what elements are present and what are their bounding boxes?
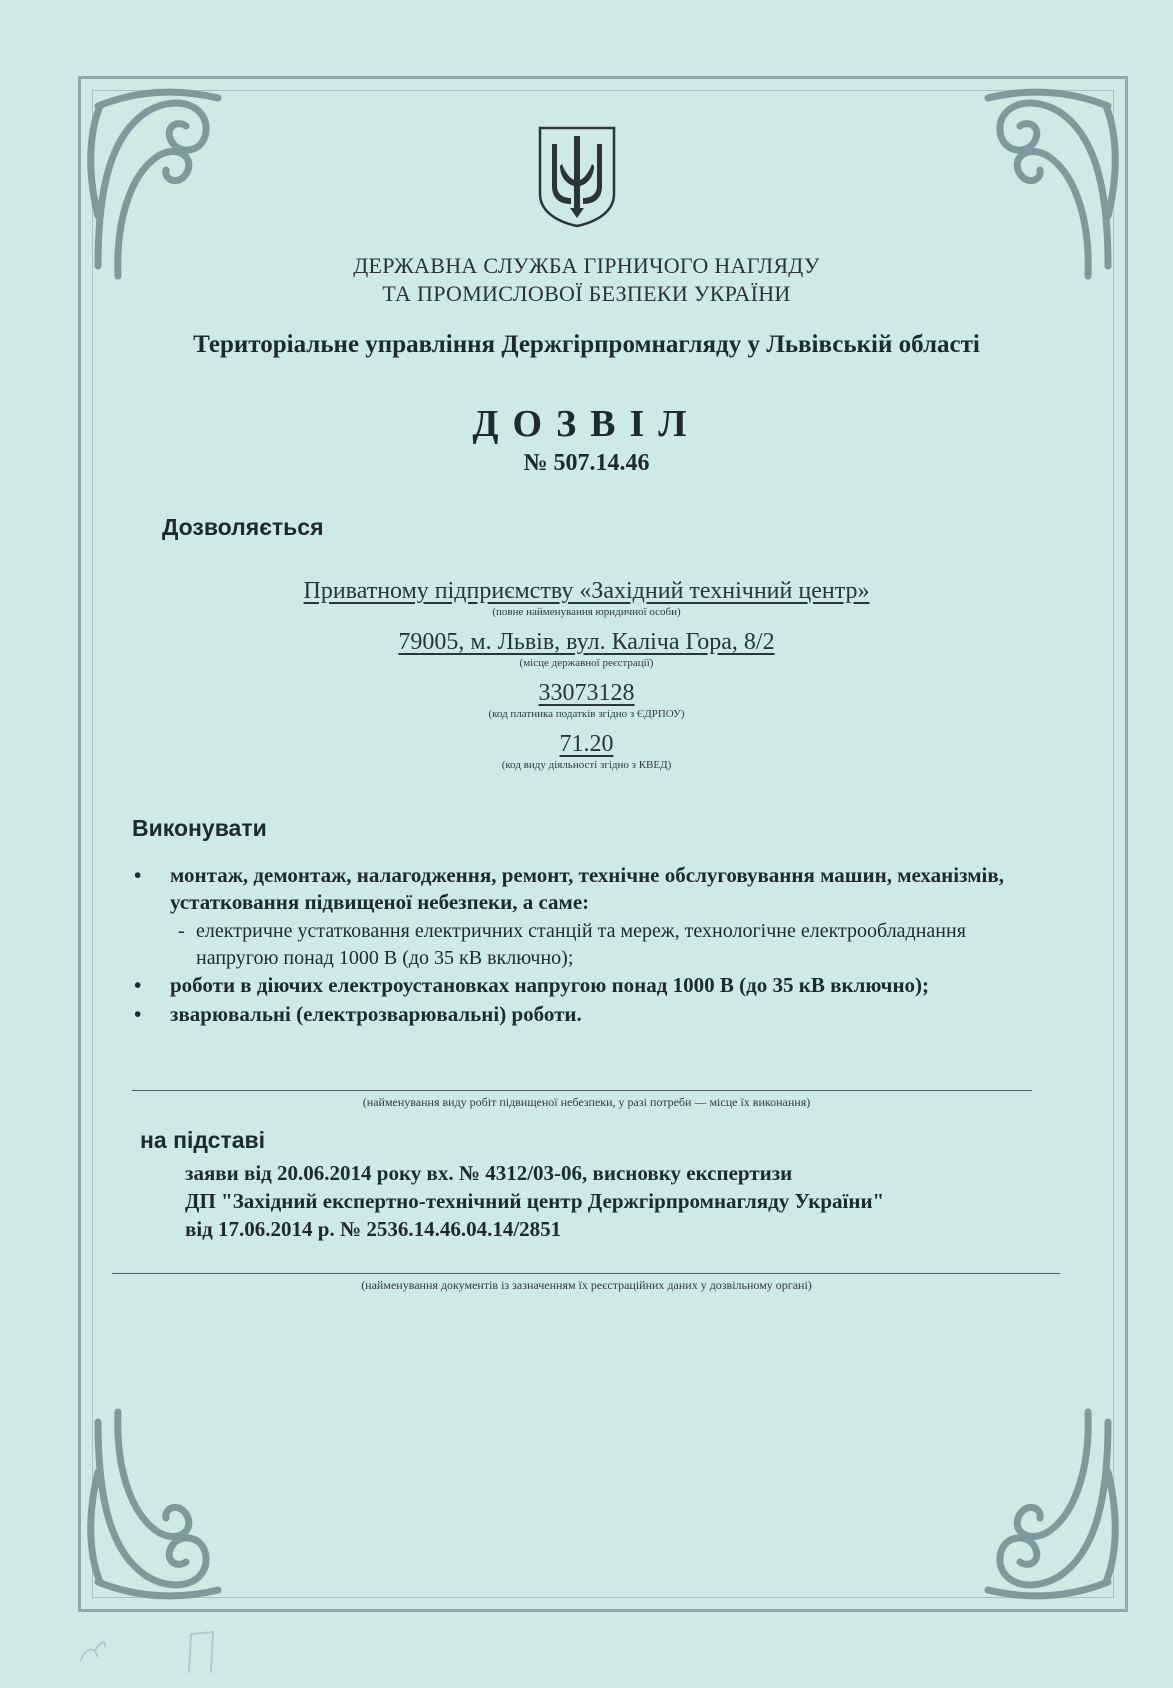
entity-name-field: [0, 578, 1173, 618]
works-caption: (найменування виду робіт підвищеної небезпеки, у разі потреби — місце їх виконання): [362, 1095, 811, 1109]
kved-caption: (код виду діяльності згідно з КВЕД): [501, 759, 672, 771]
handwritten-mark: [75, 1620, 245, 1680]
list-item: [130, 1001, 1050, 1028]
edrpou-field: [0, 680, 1173, 720]
allowed-heading: Дозволяється: [162, 514, 324, 540]
kved-code: 71.20: [559, 731, 614, 757]
basis-heading: на підставі: [140, 1127, 266, 1153]
divider: [112, 1273, 1060, 1274]
perform-heading: Виконувати: [132, 815, 267, 841]
work-item-text: монтаж, демонтаж, налагодження, ремонт, технічне обслуговування машин, механізмів, устатковання підвищеної небезпеки, а саме:: [170, 863, 1004, 914]
corner-ornament-icon: [78, 1402, 228, 1612]
kved-field: [0, 731, 1173, 771]
edrpou-caption: (код платника податків згідно з ЄДРПОУ): [488, 708, 685, 720]
edrpou-code: 33073128: [538, 680, 635, 706]
basis-caption: (найменування документів із зазначенням їх реєстраційних даних у дозвільному органі): [361, 1278, 812, 1292]
divider: [132, 1090, 1032, 1091]
list-item: [130, 972, 1050, 999]
registration-address: 79005, м. Львів, вул. Каліча Гора, 8/2: [398, 629, 775, 655]
trident-coat-of-arms-icon: [536, 124, 618, 228]
entity-name-caption: (повне найменування юридичної особи): [492, 606, 681, 618]
list-item: [130, 862, 1050, 916]
bullet-icon: •: [134, 1002, 142, 1026]
basis-line-3: від 17.06.2014 р. № 2536.14.46.04.14/2851: [185, 1217, 562, 1241]
list-subitem: [130, 918, 1050, 972]
basis-text: [185, 1159, 884, 1243]
work-subitem-text: електричне устатковання електричних станцій та мереж, технологічне електрообладнання напругою понад 1000 В (до 35 кВ включно);: [196, 920, 966, 969]
address-field: [0, 629, 1173, 669]
address-caption: (місце державної реєстрації): [519, 657, 654, 669]
agency-name: [0, 252, 1173, 308]
bullet-icon: •: [134, 863, 142, 887]
permit-title: ДОЗВІЛ: [472, 403, 701, 445]
work-item-text: зварювальні (електрозварювальні) роботи.: [170, 1002, 582, 1026]
basis-line-2: ДП "Західний експертно-технічний центр Держгірпромнагляду України": [185, 1189, 885, 1213]
corner-ornament-icon: [978, 1402, 1128, 1612]
entity-name: Приватному підприємству «Західний технічний центр»: [303, 578, 870, 604]
agency-line-2: ТА ПРОМИСЛОВОЇ БЕЗПЕКИ УКРАЇНИ: [382, 281, 791, 306]
territorial-office: Територіальне управління Держгірпромнагляду у Львівській області: [193, 331, 980, 358]
works-list: [130, 862, 1050, 1030]
bullet-icon: •: [134, 973, 142, 997]
work-item-text: роботи в діючих електроустановках напругою понад 1000 В (до 35 кВ включно);: [170, 973, 930, 997]
agency-line-1: ДЕРЖАВНА СЛУЖБА ГІРНИЧОГО НАГЛЯДУ: [353, 253, 820, 278]
dash-icon: -: [178, 920, 185, 942]
page-frame-inner: [92, 90, 1114, 1598]
basis-line-1: заяви від 20.06.2014 року вх. № 4312/03-06, висновку експертизи: [185, 1161, 793, 1185]
permit-number: № 507.14.46: [523, 450, 650, 476]
